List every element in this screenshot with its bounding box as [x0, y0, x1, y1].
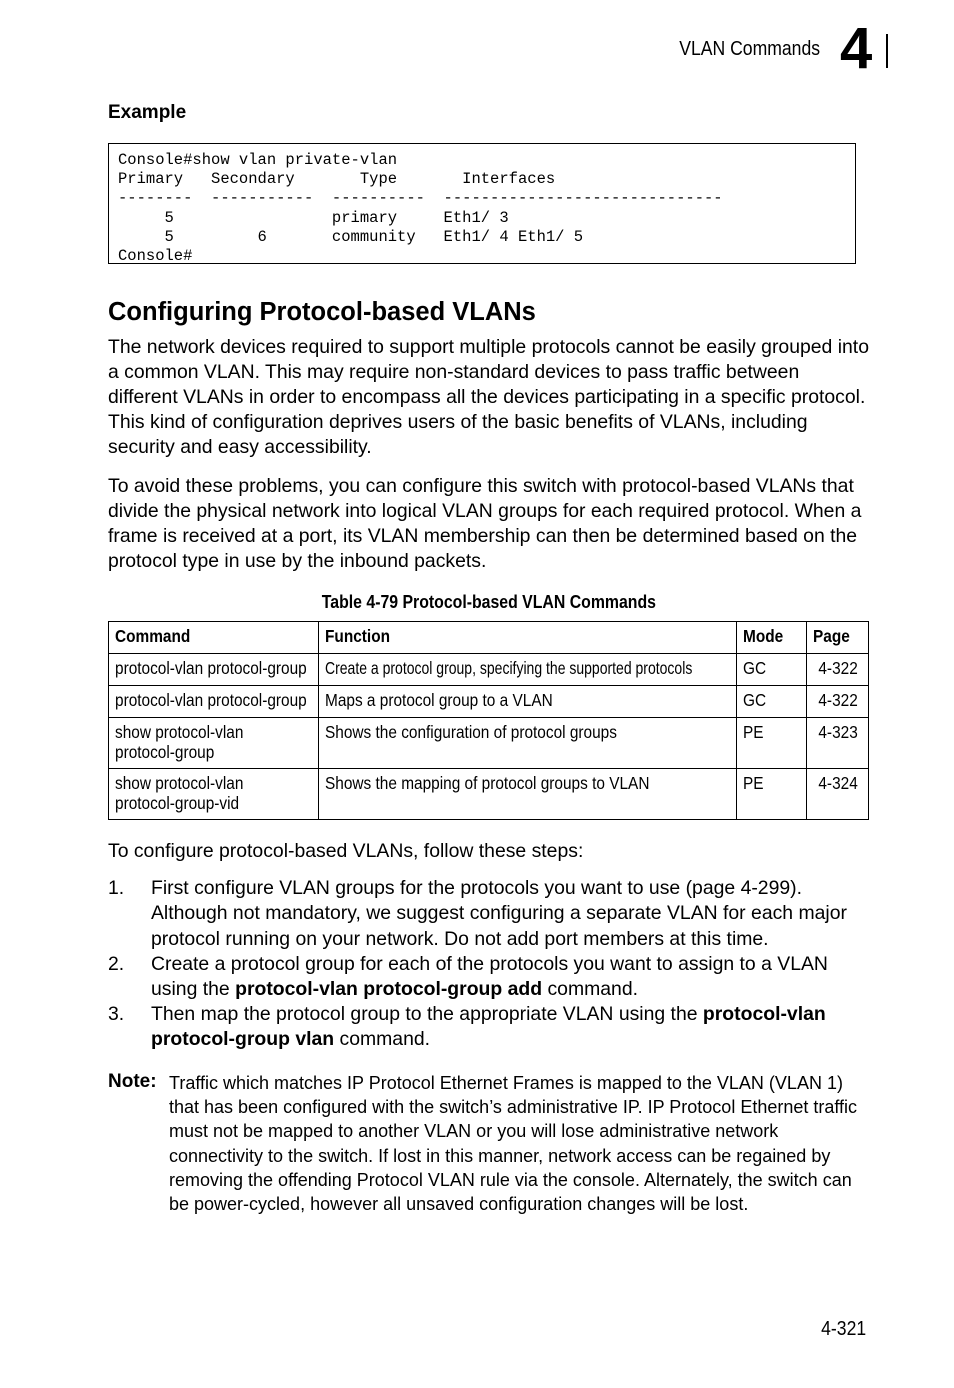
code-line: -------- ----------- ---------- ------------------------------ [118, 189, 723, 208]
note-label: Note: [108, 1071, 157, 1092]
example-label: Example [108, 102, 187, 123]
intro-paragraph: The network devices required to support multiple protocols cannot be easily grouped into a common VLAN. This may require non-standard devices to pass traffic between different VLANs in order to encompass all the devices participating in a specific protocol. This kind of configuration deprives users of the basic benefits of VLANs, including security and easy accessibility. [108, 336, 869, 458]
cell-command: protocol-vlan protocol-group [109, 654, 319, 686]
cell-page: 4-323 [807, 718, 869, 769]
step-number: 1. [108, 877, 125, 899]
table-caption-text: Table 4-79 Protocol-based VLAN Commands [321, 592, 657, 612]
chapter-number: 4 [840, 16, 873, 81]
step-1 [108, 876, 873, 952]
command-name: protocol-vlan protocol-group add [235, 978, 543, 1001]
cell-mode: PE [737, 718, 807, 769]
table-caption [0, 592, 954, 613]
header-mode: Mode [737, 622, 807, 654]
note-text: Traffic which matches IP Protocol Ethernet Frames is mapped to the VLAN (VLAN 1) that has been configured with the switch’s administrative IP. IP Protocol Ethernet traffic must not be mapped to another VLAN or you will lose administrative network connectivity to the switch. If lost in this manner, network access can be regained by removing the offending Protocol VLAN rule via the console. Alternately, the switch can be power-cycled, however all unsaved configuration changes will be lost. [169, 1073, 858, 1215]
section-title: Configuring Protocol-based VLANs [108, 298, 536, 326]
steps-intro: To configure protocol-based VLANs, follow these steps: [108, 840, 584, 862]
table-row [109, 686, 869, 718]
running-header-title: VLAN Commands [679, 38, 820, 60]
cell-page: 4-322 [807, 686, 869, 718]
protocol-vlan-commands-table [108, 621, 869, 820]
step-number: 2. [108, 953, 125, 975]
table-row [109, 654, 869, 686]
step-2 [108, 952, 873, 1003]
cell-function: Maps a protocol group to a VLAN [319, 686, 737, 718]
header-command: Command [109, 622, 319, 654]
code-example-box [108, 143, 856, 264]
cell-mode: GC [737, 654, 807, 686]
header-function: Function [319, 622, 737, 654]
cell-function: Shows the configuration of protocol groups [319, 718, 737, 769]
cell-page: 4-324 [807, 769, 869, 820]
step-text: First configure VLAN groups for the protocols you want to use (page 4-299). Although not mandatory, we suggest configuring a separate VLAN for each major protocol running on your network. Do not add port members at this time. [151, 877, 847, 950]
step-text: Then map the protocol group to the appropriate VLAN using the protocol-vlan protocol-group vlan command. [151, 1003, 826, 1051]
command-name: protocol-vlan protocol-group vlan [151, 1003, 826, 1051]
cell-mode: PE [737, 769, 807, 820]
code-line: Primary Secondary Type Interfaces [118, 170, 556, 189]
header-page: Page [807, 622, 869, 654]
cell-command: show protocol-vlan protocol-group [109, 718, 319, 769]
code-line: 5 primary Eth1/ 3 [118, 208, 509, 227]
code-line: 5 6 community Eth1/ 4 Eth1/ 5 [118, 227, 584, 246]
cell-command: show protocol-vlan protocol-group-vid [109, 769, 319, 820]
cell-mode: GC [737, 686, 807, 718]
table-row [109, 718, 869, 769]
cell-command: protocol-vlan protocol-group [109, 686, 319, 718]
table-row [109, 769, 869, 820]
step-text: Create a protocol group for each of the protocols you want to assign to a VLAN using the protocol-vlan protocol-group add command. [151, 953, 828, 1001]
step-3 [108, 1002, 873, 1053]
table-header-row [109, 622, 869, 654]
cell-function: Create a protocol group, specifying the supported protocols [319, 654, 737, 686]
step-number: 3. [108, 1003, 125, 1025]
code-line: Console# [118, 246, 193, 265]
code-line: Console#show vlan private-vlan [118, 151, 398, 169]
page-number: 4-321 [820, 1318, 866, 1340]
solution-paragraph: To avoid these problems, you can configure this switch with protocol-based VLANs that divide the physical network into logical VLAN groups for each required protocol. When a frame is received at a port, its VLAN membership can then be determined based on the protocol type in use by the inbound packets. [108, 475, 862, 572]
cell-page: 4-322 [807, 654, 869, 686]
chapter-tab [840, 16, 888, 81]
cell-function: Shows the mapping of protocol groups to VLAN [319, 769, 737, 820]
